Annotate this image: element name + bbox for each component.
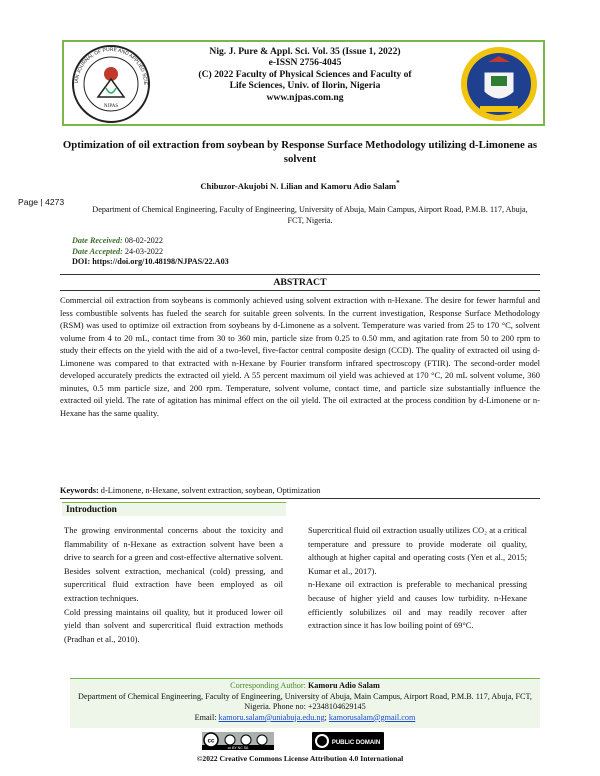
accepted-label: Date Accepted: <box>72 246 123 256</box>
journal-logo-ring-text: IAN JOURNAL OF PURE AND APPLIED SCIE <box>74 46 149 86</box>
journal-copyright-cont: Life Sciences, Univ. of Ilorin, Nigeria <box>229 80 381 92</box>
journal-website[interactable]: www.njpas.com.ng <box>266 91 344 103</box>
body-column-left <box>64 524 283 646</box>
abstract-top-rule <box>60 274 540 275</box>
corresponding-name: Kamoru Adio Salam <box>307 681 380 690</box>
received-label: Date Received: <box>72 236 123 245</box>
journal-logo-abbr: NJPAS <box>103 104 119 109</box>
body-column-right <box>308 524 527 633</box>
email-link-1[interactable]: kamoru.salam@uniabuja.edu.ng <box>218 712 325 722</box>
journal-logo <box>68 43 154 125</box>
paper-title: Optimization of oil extraction from soybean by Response Surface Methodology utilizing d-Limonene as solvent <box>62 139 538 165</box>
accepted-date: 24-03-2022 <box>124 246 164 256</box>
journal-copyright: (C) 2022 Faculty of Physical Sciences and Faculty of <box>198 68 412 80</box>
abstract-heading: ABSTRACT <box>273 277 327 288</box>
svg-text:cc: cc <box>207 738 215 745</box>
license-statement: ©2022 Creative Commons License Attribution 4.0 International <box>196 754 404 763</box>
received-date: 08-02-2022 <box>124 236 163 245</box>
paper-authors <box>60 179 540 191</box>
corresponding-author-box: Corresponding Author: Kamoru Adio Salam Department of Chemical Engineering, Faculty of Engineering, University of Abuja, Main Campus, Airport Road, P.M.B. 117, Abuja, FCT, Nigeria. Phone no: +2348104629145 Email: kamoru.salam@uniabuja.edu.ng; kamorusalam@gmail.com <box>70 678 540 728</box>
abstract-heading-rule <box>60 290 540 291</box>
article-dates <box>72 236 229 268</box>
body-paragraph: Cold pressing maintains oil quality, but it produced lower oil yield than solvent and supercritical fluid extraction methods (Pradhan et al., 2010). <box>64 606 283 644</box>
corresponding-label: Corresponding Author: <box>230 681 306 690</box>
section-heading-introduction: Introduction <box>62 502 286 516</box>
cc-badge-text: cc BY NC SA <box>227 746 249 750</box>
body-paragraph: n-Hexane oil extraction is preferable to mechanical pressing because of higher yield and causes low turbidity. n-Hexane efficiently solubilizes oil and may readily recover after extraction since it has low boiling point of 69°C. <box>308 579 527 631</box>
doi-link[interactable]: DOI: https://doi.org/10.48198/NJPAS/22.A03 <box>72 257 229 266</box>
keywords-label: Keywords: <box>60 486 99 495</box>
keywords-list: d-Limonene, n-Hexane, solvent extraction, soybean, Optimization <box>100 486 321 495</box>
author-names: Chibuzor-Akujobi N. Lilian and Kamoru Adio Salam <box>200 180 397 191</box>
keywords <box>60 486 540 495</box>
corresponding-address: Department of Chemical Engineering, Faculty of Engineering, University of Abuja, Main Campus, Airport Road, P.M.B. 117, Abuja, FCT, Nigeria. Phone no: +2348104629145 <box>78 691 532 712</box>
page-number: Page | 4273 <box>18 197 65 207</box>
body-paragraph: The growing environmental concerns about the toxicity and flammability of n-Hexane as extraction solvent have been a drive to search for a green and cost-effective alternative solvent. Besides solvent extraction, mechanical (cold) pressing, and supercritical fluid extraction have been employed as oil extraction techniques. <box>64 525 283 603</box>
author-affiliation: Department of Chemical Engineering, Faculty of Engineering, University of Abuja, Main Campus, Airport Road, P.M.B. 117, Abuja, FCT, Nigeria. <box>92 205 528 225</box>
email-label: Email: <box>194 712 217 722</box>
keywords-rule <box>60 498 540 499</box>
cc-by-nc-sa-badge-icon <box>202 732 274 750</box>
journal-info <box>160 46 450 103</box>
university-crest-icon <box>458 44 540 124</box>
body-paragraph: Supercritical fluid oil extraction usually utilizes CO₂ at a critical temperature and pressure to provide moderate oil quality, although at higher capital and operating costs (Yen et al., 2015; Kumar et al., 2017). <box>308 525 527 576</box>
email-link-2[interactable]: kamorusalam@gmail.com <box>328 712 416 722</box>
pd-badge-text: PUBLIC DOMAIN <box>331 740 381 746</box>
abstract-text: Commercial oil extraction from soybeans is commonly achieved using solvent extraction with n-Hexane. The desire for fewer harmful and less combustible solvents has fueled the search for suitable green solvents. In the current investigation, Response Surface Methodology (RSM) was used to optimize oil extraction from soybeans by d-Limonene as a solvent. Temperature was varied from 25 to 170 °C, solvent volume from 4 to 20 mL, contact time from 30 to 360 min, particle size from 0.25 to 0.50 mm, and agitation rate from 50 to 200 rpm to study their effects on the yield with the aid of a two-level, five-factor central composite design (CCD). The quality of extracted oil using d-Limonene was compared to that extracted with n-Hexane by Fourier transform infrared spectroscopy (FTIR). The second-order model developed accurately predicts the extracted oil yield. A 55 percent maximum oil yield was achieved at 170 °C, 20 mL solvent volume, 360 minutes, 0.5 mm particle size, and 200 rpm. Temperature, solvent volume, contact time, and particle size substantially influence the extracted oil yield. The rate of agitation has minimal effect on the oil yield. The oil extracted at the process condition by d-Limonene or n-Hexane has the same quality. <box>60 295 540 418</box>
journal-issn: e-ISSN 2756-4045 <box>268 57 342 69</box>
journal-citation: Nig. J. Pure & Appl. Sci. Vol. 35 (Issue 1, 2022) <box>209 46 401 57</box>
author-mark: * <box>396 179 400 187</box>
public-domain-badge-icon <box>312 732 384 750</box>
